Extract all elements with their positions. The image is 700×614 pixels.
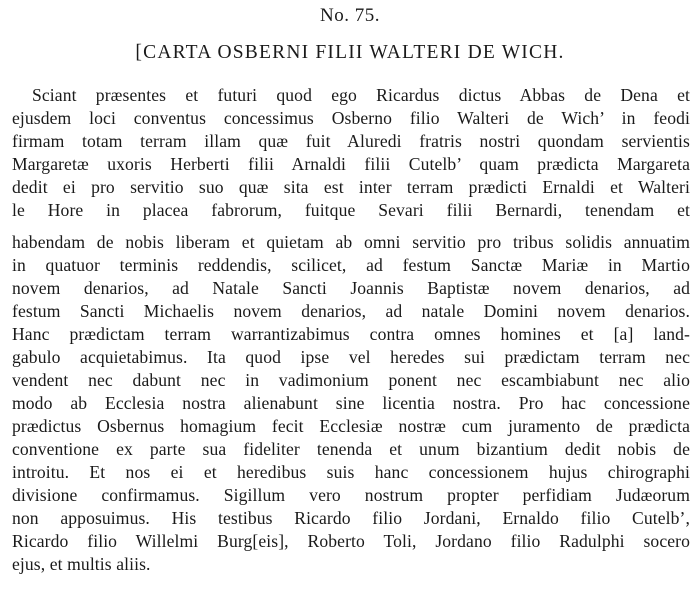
text-line: festum Sancti Michaelis novem denarios, ad natale Domini novem denarios.: [12, 301, 690, 321]
text-line: in quatuor terminis reddendis, scilicet, ad festum Sanctæ Mariæ in Martio: [12, 255, 690, 275]
text-line: habendam de nobis liberam et quietam ab omni servitio pro tribus solidis annuatim: [12, 232, 690, 252]
text-line: dedit ei pro servitio suo quæ sita est inter terram prædicti Ernaldi et Walteri: [12, 177, 690, 197]
text-line: Hanc prædictam terram warrantizabimus contra omnes homines et [a] land-: [12, 324, 690, 344]
document-title: [CARTA OSBERNI FILII WALTERI DE WICH.: [135, 42, 565, 63]
charter-text-part-2: [12, 231, 690, 576]
document-number: No. 75.: [320, 5, 380, 26]
text-line: divisione confirmamus. Sigillum vero nostrum propter perfidiam Judæorum: [12, 485, 690, 505]
text-line: introitu. Et nos ei et heredibus suis hanc concessionem hujus chirographi: [12, 462, 690, 482]
text-line: gabulo acquietabimus. Ita quod ipse vel heredes sui prædictam terram nec: [12, 347, 690, 367]
text-line: non apposuimus. His testibus Ricardo filio Jordani, Ernaldo filio Cutelb’,: [12, 508, 690, 528]
text-line: Ricardo filio Willelmi Burg[eis], Roberto Toli, Jordano filio Radulphi socero: [12, 531, 690, 551]
text-line: conventione ex parte sua fideliter tenenda et unum bizantium dedit nobis de: [12, 439, 690, 459]
text-line: ejusdem loci conventus concessimus Osberno filio Walteri de Wich’ in feodi: [12, 108, 690, 128]
charter-text-part-1: [12, 84, 690, 222]
text-line: ejus, et multis aliis.: [12, 554, 151, 574]
text-line: prædictus Osbernus homagium fecit Ecclesiæ nostræ cum juramento de prædicta: [12, 416, 690, 436]
text-line: vendent nec dabunt nec in vadimonium ponent nec escambiabunt nec alio: [12, 370, 690, 390]
text-line: Margaretæ uxoris Herberti filii Arnaldi filii Cutelb’ quam prædicta Margareta: [12, 154, 690, 174]
text-line: Sciant præsentes et futuri quod ego Ricardus dictus Abbas de Dena et: [32, 85, 690, 105]
text-line: modo ab Ecclesia nostra alienabunt sine licentia nostra. Pro hac concessione: [12, 393, 690, 413]
text-line: novem denarios, ad Natale Sancti Joannis Baptistæ novem denarios, ad: [12, 278, 690, 298]
text-line: firmam totam terram illam quæ fuit Aluredi fratris nostri quondam servientis: [12, 131, 690, 151]
text-line: le Hore in placea fabrorum, fuitque Sevari filii Bernardi, tenendam et: [12, 200, 690, 220]
